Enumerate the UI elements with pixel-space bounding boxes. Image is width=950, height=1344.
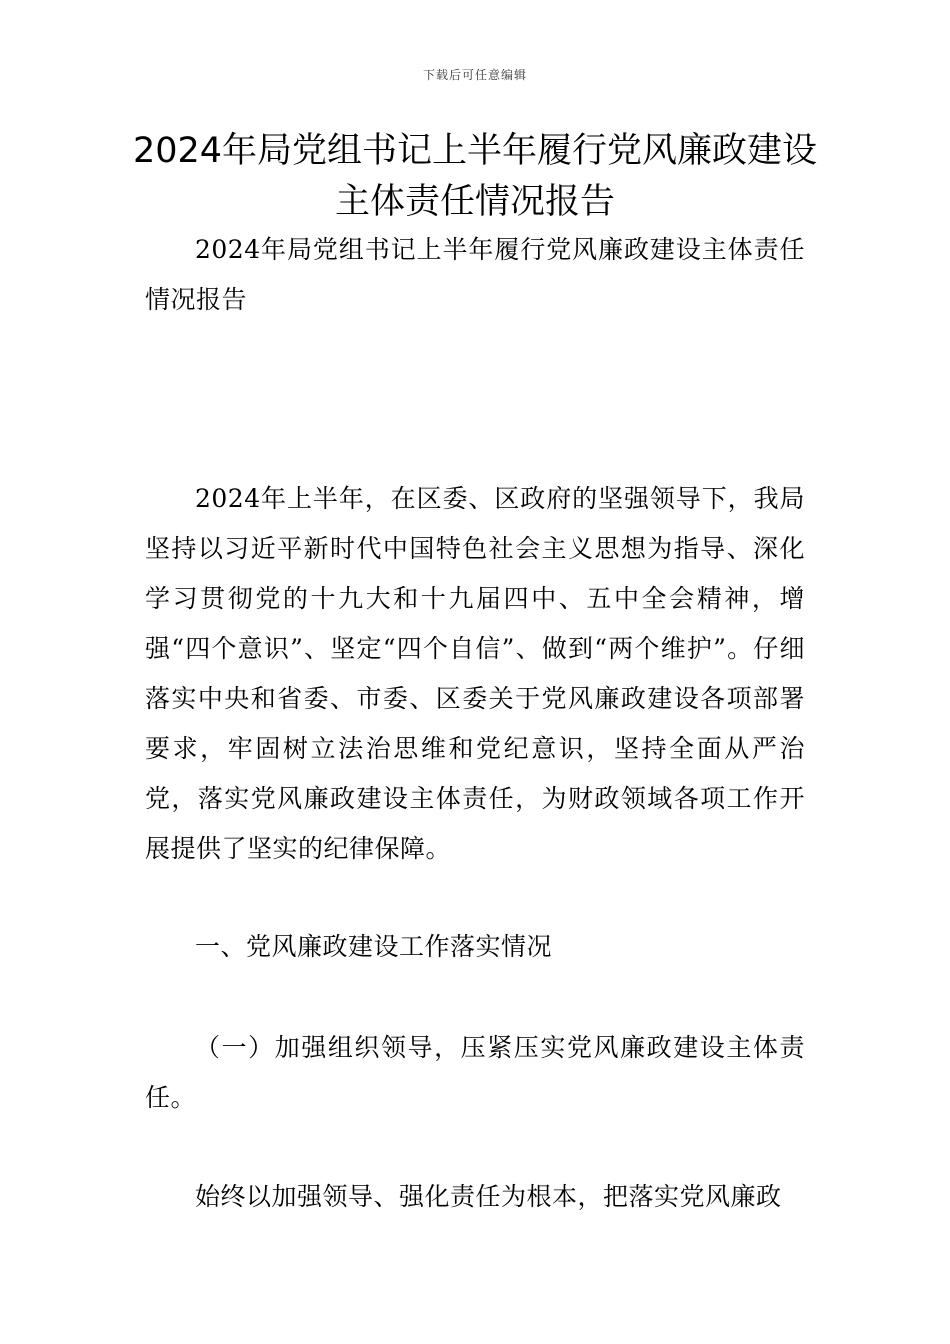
- repeated-title-paragraph: 2024年局党组书记上半年履行党风廉政建设主体责任情况报告: [145, 235, 805, 314]
- subsection-1-heading: （一）加强组织领导，压紧压实党风廉政建设主体责任。: [145, 1033, 805, 1112]
- header-note: 下载后可任意编辑: [422, 68, 527, 82]
- document-title: 2024年局党组书记上半年履行党风廉政建设主体责任情况报告: [132, 131, 818, 222]
- intro-paragraph: 2024年上半年，在区委、区政府的坚强领导下，我局坚持以习近平新时代中国特色社会主义思想为指导、深化学习贯彻党的十九大和十九届四中、五中全会精神，增强“四个意识”、坚定“四个自信”、做到“两个维护”。仔细落实中央和省委、市委、区委关于党风廉政建设各项部署要求，牢固树立法治思维和党纪意识，坚持全面从严治党，落实党风廉政建设主体责任，为财政领域各项工作开展提供了坚实的纪律保障。: [145, 484, 805, 863]
- section-1-heading: 一、党风廉政建设工作落实情况: [195, 932, 553, 961]
- paragraph-2: 始终以加强领导、强化责任为根本，把落实党风廉政: [195, 1182, 782, 1211]
